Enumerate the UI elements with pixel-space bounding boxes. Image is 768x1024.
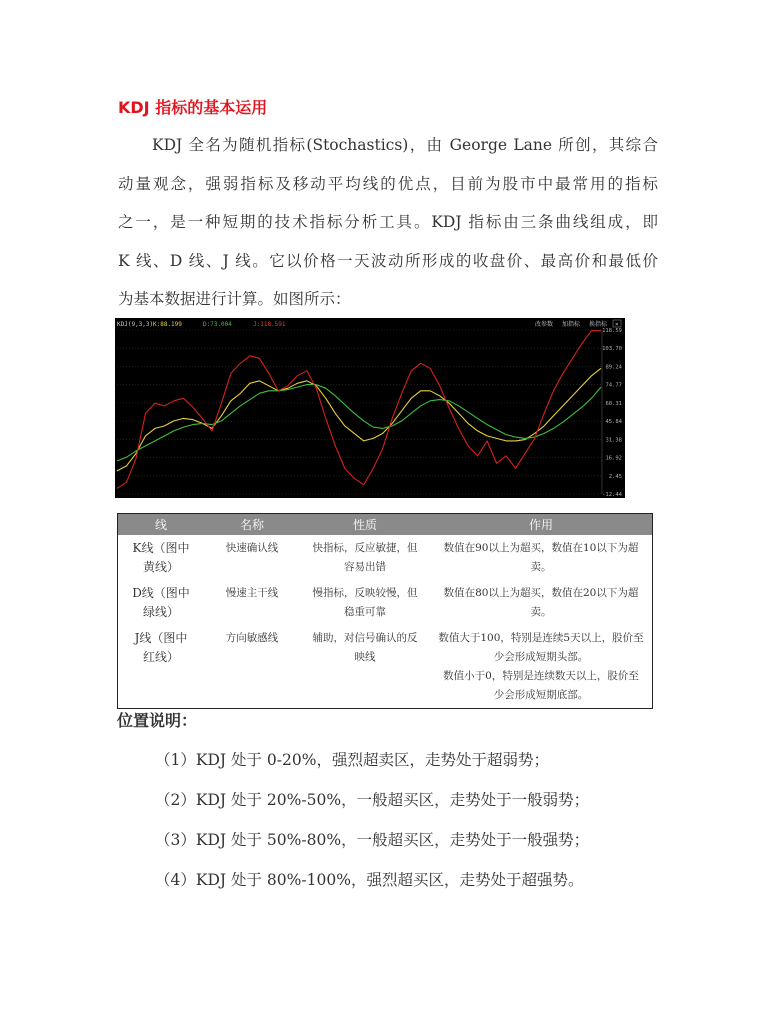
- nature-text: 容易出错: [344, 561, 386, 573]
- line-text: 黄线）: [142, 560, 179, 574]
- series-line-d: [117, 385, 601, 461]
- chart-grid: [117, 330, 601, 494]
- use-text: 数值在90以上为超买，数值在10以下为超: [443, 542, 639, 554]
- use-cell: [430, 580, 653, 625]
- series-line-k: [117, 368, 601, 471]
- line-text: D线（图中: [132, 586, 190, 600]
- use-text: 卖。: [530, 606, 552, 618]
- use-cell: [430, 625, 653, 709]
- position-subtitle: 位置说明：: [117, 711, 198, 730]
- name-cell: 慢速主干线: [225, 587, 279, 599]
- list-item: （2）KDJ 处于 20%-50%，一般超买区，走势处于一般弱势；: [155, 791, 590, 809]
- chart-d-value: D:73.004: [203, 321, 232, 328]
- use-text: 数值小于0，特别是连续数天以上，股价至: [443, 670, 639, 682]
- nature-cell: [300, 535, 430, 580]
- line-text: 红线）: [142, 650, 179, 664]
- nature-text: 慢指标，反映较慢，但: [312, 587, 418, 599]
- list-item: （4）KDJ 处于 80%-100%，强烈超买区，走势处于超强势。: [155, 871, 584, 889]
- line-cell: [118, 625, 205, 709]
- chart-button-add[interactable]: 加指标: [562, 321, 581, 328]
- use-cell: [430, 535, 653, 580]
- y-tick-label: 74.77: [605, 382, 622, 389]
- use-text: 少会形成短期底部。: [493, 689, 589, 701]
- chart-y-axis: [602, 328, 623, 498]
- y-tick-label: 31.38: [605, 437, 622, 444]
- chart-series: [117, 331, 601, 489]
- use-text: 卖。: [530, 561, 552, 573]
- y-tick-label: 89.24: [605, 364, 622, 371]
- use-text: 数值在80以上为超买，数值在20以下为超: [443, 587, 639, 599]
- chart-header: [117, 320, 621, 328]
- paragraph-line: K 线、D 线、J 线。它以价格一天波动所形成的收盘价、最高价和最低价: [118, 251, 658, 270]
- chart-k-value: K:88.199: [153, 321, 182, 328]
- position-list: [155, 740, 589, 900]
- name-cell: 方向敏感线: [225, 632, 279, 644]
- table-header-cell: 性质: [300, 514, 430, 536]
- y-tick-label: 103.70: [602, 346, 622, 353]
- line-text: K线（图中: [132, 541, 190, 555]
- y-tick-label: 60.31: [605, 400, 622, 407]
- line-cell: [118, 535, 205, 580]
- y-tick-label: 45.84: [605, 419, 622, 426]
- nature-cell: [300, 580, 430, 625]
- table-row: [118, 625, 653, 709]
- kdj-chart-svg: [115, 318, 625, 498]
- chart-close-icon[interactable]: ×: [615, 321, 619, 328]
- nature-text: 稳重可靠: [344, 606, 386, 618]
- nature-cell: [300, 625, 430, 709]
- line-cell: [118, 580, 205, 625]
- chart-button-switch[interactable]: 换指标: [589, 321, 608, 328]
- chart-j-value: J:118.591: [253, 321, 286, 328]
- table-row: [118, 580, 653, 625]
- nature-text: 映线: [354, 651, 376, 663]
- paragraph-line: 之一，是一种短期的技术指标分析工具。KDJ 指标由三条曲线组成，即: [118, 213, 658, 231]
- y-tick-label: 16.92: [605, 455, 622, 462]
- intro-paragraph: [118, 126, 658, 319]
- series-line-j: [117, 331, 601, 489]
- paragraph-line: KDJ 全名为随机指标(Stochastics)，由 George Lane 所创，其综合: [152, 136, 658, 154]
- y-tick-label: -12.44: [602, 492, 622, 498]
- use-text: 数值大于100，特别是连续5天以上，股价至: [438, 632, 644, 644]
- y-tick-label: 2.45: [608, 473, 622, 480]
- nature-text: 快指标，反应敏捷，但: [312, 542, 418, 554]
- line-text: 绿线）: [142, 605, 179, 619]
- use-text: 少会形成短期头部。: [493, 651, 589, 663]
- paragraph-line: 动量观念，强弱指标及移动平均线的优点，目前为股市中最常用的指标: [118, 174, 658, 193]
- table-header-cell: 名称: [204, 514, 300, 536]
- paragraph-line: 为基本数据进行计算。如图所示：: [118, 290, 351, 308]
- table-header-row: [118, 514, 653, 536]
- page-title: KDJ 指标的基本运用: [118, 98, 268, 117]
- list-item: （3）KDJ 处于 50%-80%，一般超买区，走势处于一般强势；: [155, 831, 590, 849]
- list-item: （1）KDJ 处于 0-20%，强烈超卖区，走势处于超弱势；: [155, 751, 549, 769]
- table-row: [118, 535, 653, 580]
- y-tick-label: 118.59: [602, 328, 622, 334]
- line-text: J线（图中: [134, 631, 188, 645]
- chart-indicator-label: KDJ(9,3,3): [117, 321, 154, 328]
- kdj-chart: [115, 318, 625, 498]
- nature-text: 辅助，对信号确认的反: [312, 632, 418, 644]
- table-header-cell: 线: [118, 514, 205, 536]
- kdj-lines-table: [117, 513, 653, 709]
- name-cell: 快速确认线: [225, 542, 279, 554]
- chart-button-params[interactable]: 改参数: [535, 321, 554, 328]
- table-header-cell: 作用: [430, 514, 653, 536]
